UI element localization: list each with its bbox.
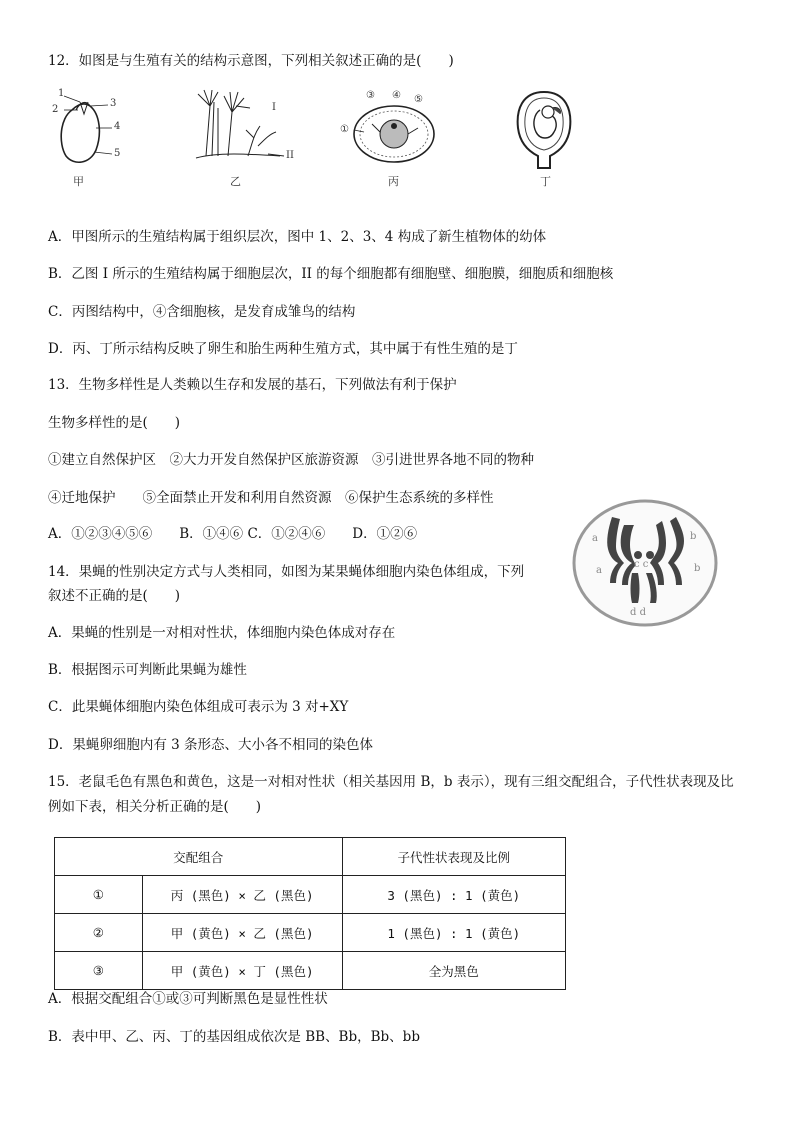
q13-options: A．①②③④⑤⑥ B．①④⑥ C．①②④⑥ D．①②⑥ xyxy=(48,526,418,542)
table-cell-cross: 丙 (黑色) × 乙 (黑色) xyxy=(142,876,342,914)
egg-label-3: ③ xyxy=(366,90,375,101)
egg-label-5: ⑤ xyxy=(414,94,423,105)
table-row xyxy=(55,876,566,914)
table-header-cross: 交配组合 xyxy=(55,838,343,876)
table-cell-cross: 甲 (黄色) × 丁 (黑色) xyxy=(142,952,342,990)
chromosome-label-a1: a xyxy=(592,533,598,544)
table-header-result: 子代性状表现及比例 xyxy=(342,838,565,876)
table-cell-result: 3 (黑色) : 1 (黄色) xyxy=(342,876,565,914)
seed-label-5: 5 xyxy=(114,148,121,159)
q14-option-d: D．果蝇卵细胞内有 3 条形态、大小各不相同的染色体 xyxy=(48,737,373,753)
table-cell-no: ① xyxy=(55,876,143,914)
chromosome-label-c: c c xyxy=(634,559,649,570)
q12-stem: 12．如图是与生殖有关的结构示意图，下列相关叙述正确的是( ) xyxy=(48,53,454,69)
q14-option-a: A．果蝇的性别是一对相对性状，体细胞内染色体成对存在 xyxy=(48,625,396,641)
egg-label-4: ④ xyxy=(392,90,401,101)
q14-option-b: B．根据图示可判断此果蝇为雄性 xyxy=(48,662,247,678)
q13-stem-line2: 生物多样性的是( ) xyxy=(48,415,181,431)
cross-table xyxy=(54,837,566,990)
q15-option-a: A．根据交配组合①或③可判断黑色是显性性状 xyxy=(48,991,328,1007)
egg-figure xyxy=(338,90,438,170)
q13-items-line1: ①建立自然保护区 ②大力开发自然保护区旅游资源 ③引进世界各地不同的物种 xyxy=(48,452,534,468)
seed-label-2: 2 xyxy=(52,104,59,115)
uterus-figure xyxy=(512,88,576,172)
q12-option-b: B．乙图 I 所示的生殖结构属于细胞层次，II 的每个细胞都有细胞壁、细胞膜，细胞质和细胞核 xyxy=(48,266,614,282)
q13-stem-line1: 13．生物多样性是人类赖以生存和发展的基石，下列做法有利于保护 xyxy=(48,377,457,393)
q13-items-line2: ④迁地保护 ⑤全面禁止开发和利用自然资源 ⑥保护生态系统的多样性 xyxy=(48,490,494,506)
table-row xyxy=(55,952,566,990)
q15-stem-line1: 15．老鼠毛色有黑色和黄色，这是一对相对性状（相关基因用 B，b 表示），现有三组交配组合，子代性状表现及比 xyxy=(48,774,734,790)
table-cell-cross: 甲 (黄色) × 乙 (黑色) xyxy=(142,914,342,952)
q14-stem-line2: 叙述不正确的是( ) xyxy=(48,588,181,604)
q15-option-b: B．表中甲、乙、丙、丁的基因组成依次是 BB、Bb，Bb、bb xyxy=(48,1029,420,1045)
seed-label-1: 1 xyxy=(58,88,65,99)
q12-option-c: C．丙图结构中，④含细胞核，是发育成雏鸟的结构 xyxy=(48,304,356,320)
seed-label-3: 3 xyxy=(110,98,117,109)
table-row xyxy=(55,914,566,952)
chromosome-label-b1: b xyxy=(690,531,697,542)
chromosome-label-a2: a xyxy=(596,565,602,576)
table-cell-no: ③ xyxy=(55,952,143,990)
figure-caption-bing: 丙 xyxy=(388,175,399,188)
q12-option-a: A．甲图所示的生殖结构属于组织层次，图中 1、2、3、4 构成了新生植物体的幼体 xyxy=(48,229,547,245)
figure-caption-jia: 甲 xyxy=(73,175,84,188)
egg-label-1: ① xyxy=(340,124,349,135)
q15-stem-line2: 例如下表，相关分析正确的是( ) xyxy=(48,799,262,815)
table-header-row xyxy=(55,838,566,876)
q12-option-d: D．丙、丁所示结构反映了卵生和胎生两种生殖方式，其中属于有性生殖的是丁 xyxy=(48,341,518,357)
moss-label-II: II xyxy=(286,150,294,161)
moss-figure xyxy=(188,86,298,168)
figure-caption-ding: 丁 xyxy=(540,175,551,188)
q14-option-c: C．此果蝇体细胞内染色体组成可表示为 3 对+XY xyxy=(48,699,349,715)
table-cell-no: ② xyxy=(55,914,143,952)
chromosome-label-b2: b xyxy=(694,563,701,574)
chromosome-label-d: d d xyxy=(630,607,646,618)
table-cell-result: 全为黑色 xyxy=(342,952,565,990)
seed-figure xyxy=(50,88,130,170)
moss-label-I: I xyxy=(272,102,276,113)
q14-stem-line1: 14．果蝇的性别决定方式与人类相同，如图为某果蝇体细胞内染色体组成，下列 xyxy=(48,564,525,580)
table-cell-result: 1 (黑色) : 1 (黄色) xyxy=(342,914,565,952)
seed-label-4: 4 xyxy=(114,121,121,132)
figure-caption-yi: 乙 xyxy=(230,175,241,188)
chromosome-figure xyxy=(570,497,720,629)
